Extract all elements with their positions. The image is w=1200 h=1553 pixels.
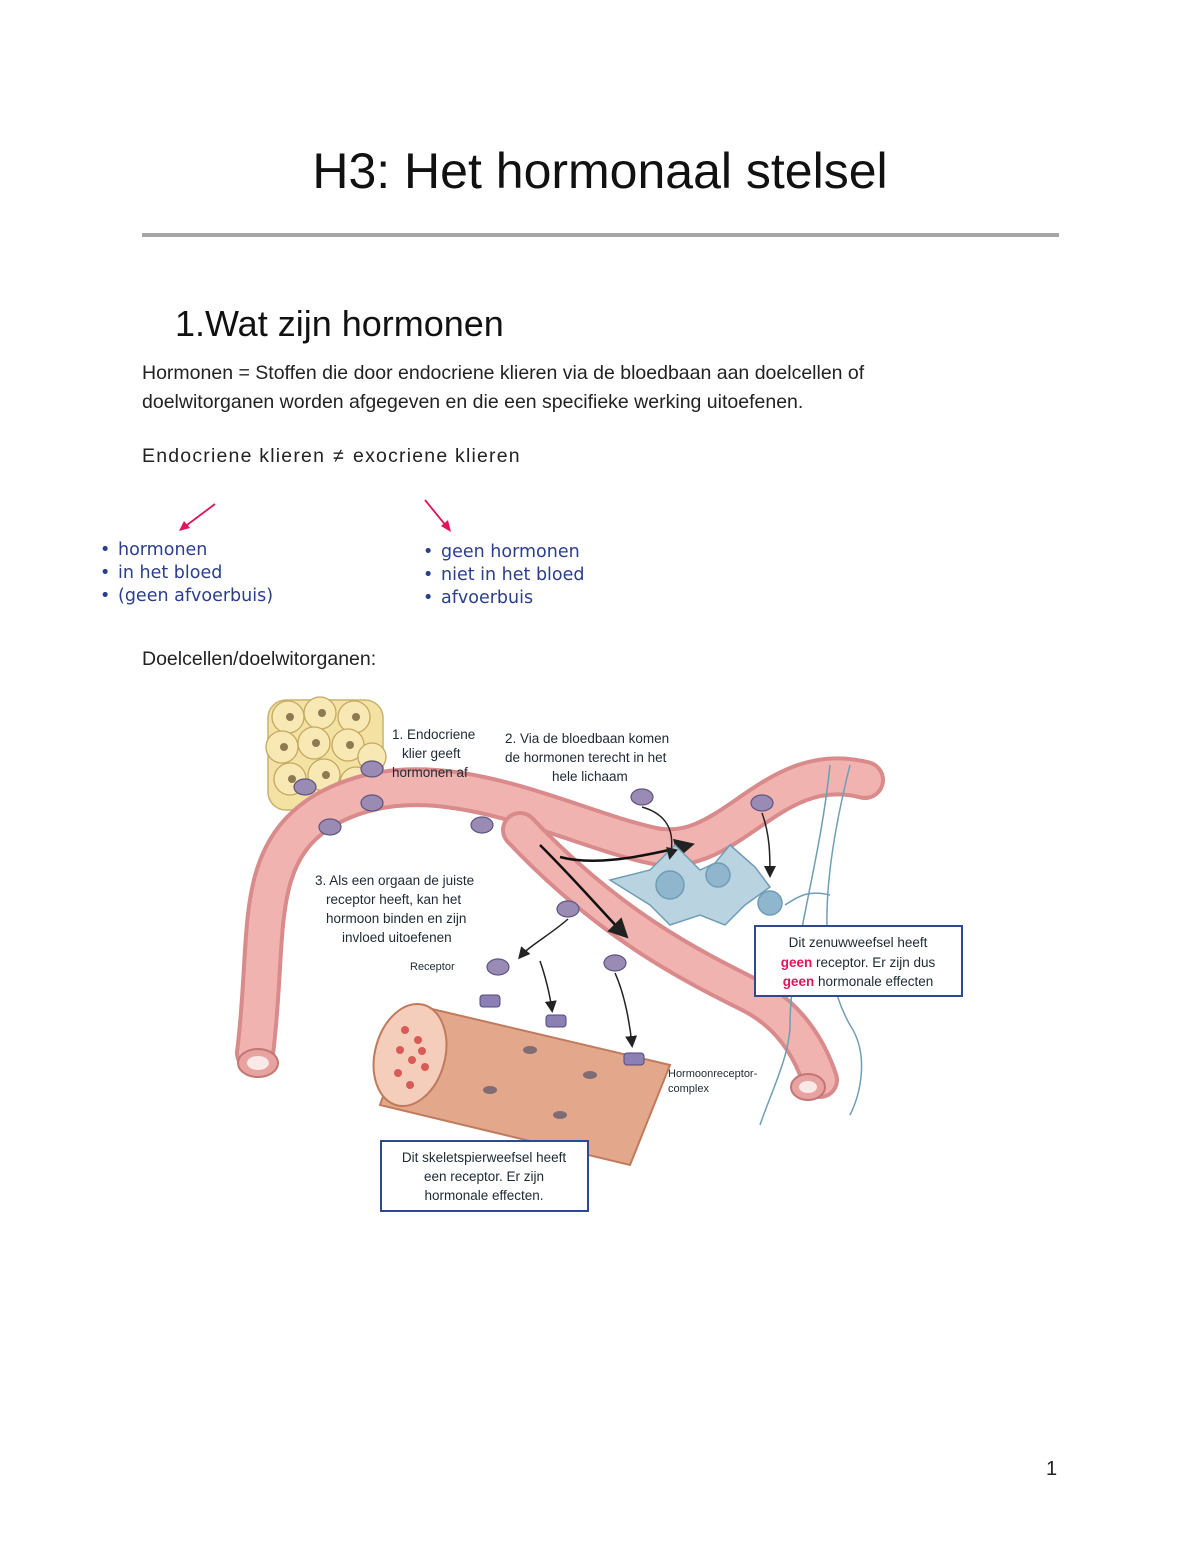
nerve-box-line: Dit zenuwweefsel heeft	[788, 935, 928, 950]
arrow-down-right-icon	[420, 497, 460, 537]
step3-line: 3. Als een orgaan de juiste	[315, 873, 475, 888]
step1-line: hormonen af	[392, 765, 468, 780]
step1-line: klier geeft	[402, 746, 461, 761]
page-number: 1	[1046, 1458, 1058, 1480]
muscle-box-line: hormonale effecten.	[424, 1188, 544, 1203]
list-item: • in het bloed	[100, 562, 273, 585]
step3-line: invloed uitoefenen	[342, 930, 452, 945]
endocrine-list	[100, 539, 273, 608]
list-item: • niet in het bloed	[423, 564, 585, 587]
emphasis-geen: geen	[780, 955, 813, 970]
section-heading: 1.Wat zijn hormonen	[175, 303, 504, 344]
nerve-box-rest: hormonale effecten	[817, 974, 934, 989]
step2-line: de hormonen terecht in het	[505, 750, 667, 765]
receptor-label: Receptor	[410, 961, 455, 973]
nerve-box-line	[781, 955, 936, 970]
target-cells-label: Doelcellen/doelwitorganen:	[142, 648, 377, 670]
list-item: • geen hormonen	[423, 541, 585, 564]
hormone-transport-figure	[230, 695, 970, 1215]
emphasis-geen: geen	[782, 974, 815, 989]
definition-paragraph	[142, 359, 1042, 417]
complex-label: complex	[668, 1083, 709, 1095]
step2-line: 2. Via de bloedbaan komen	[505, 731, 670, 746]
step2-line: hele lichaam	[552, 769, 628, 784]
definition-line: doelwitorganen worden afgegeven en die een specifieke werking uitoefenen.	[142, 391, 804, 413]
muscle-box-line: een receptor. Er zijn	[423, 1169, 545, 1184]
muscle-info-box	[381, 1141, 588, 1211]
not-equal-symbol: ≠	[333, 445, 346, 467]
nerve-box-rest: receptor. Er zijn dus	[815, 955, 936, 970]
document-title: H3: Het hormonaal stelsel	[312, 143, 888, 199]
list-item: • (geen afvoerbuis)	[100, 585, 273, 608]
step3-line: hormoon binden en zijn	[326, 911, 467, 926]
list-item: • hormonen	[100, 539, 273, 562]
endocrine-term: Endocriene klieren	[142, 445, 326, 467]
step3-line: receptor heeft, kan het	[326, 892, 462, 907]
exocrine-term: exocriene klieren	[353, 445, 521, 467]
title-divider	[142, 233, 1059, 237]
complex-label: Hormoonreceptor-	[668, 1068, 758, 1080]
definition-line: Hormonen = Stoffen die door endocriene klieren via de bloedbaan aan doelcellen of	[142, 362, 865, 384]
skeletal-muscle-illustration	[363, 995, 670, 1165]
exocrine-list	[423, 541, 585, 610]
list-item: • afvoerbuis	[423, 587, 585, 610]
gland-contrast	[142, 445, 521, 468]
arrow-down-left-icon	[175, 500, 220, 535]
muscle-box-line: Dit skeletspierweefsel heeft	[401, 1150, 567, 1165]
step1-line: 1. Endocriene	[392, 727, 476, 742]
nerve-info-box	[755, 926, 962, 996]
nerve-box-line	[783, 974, 934, 989]
